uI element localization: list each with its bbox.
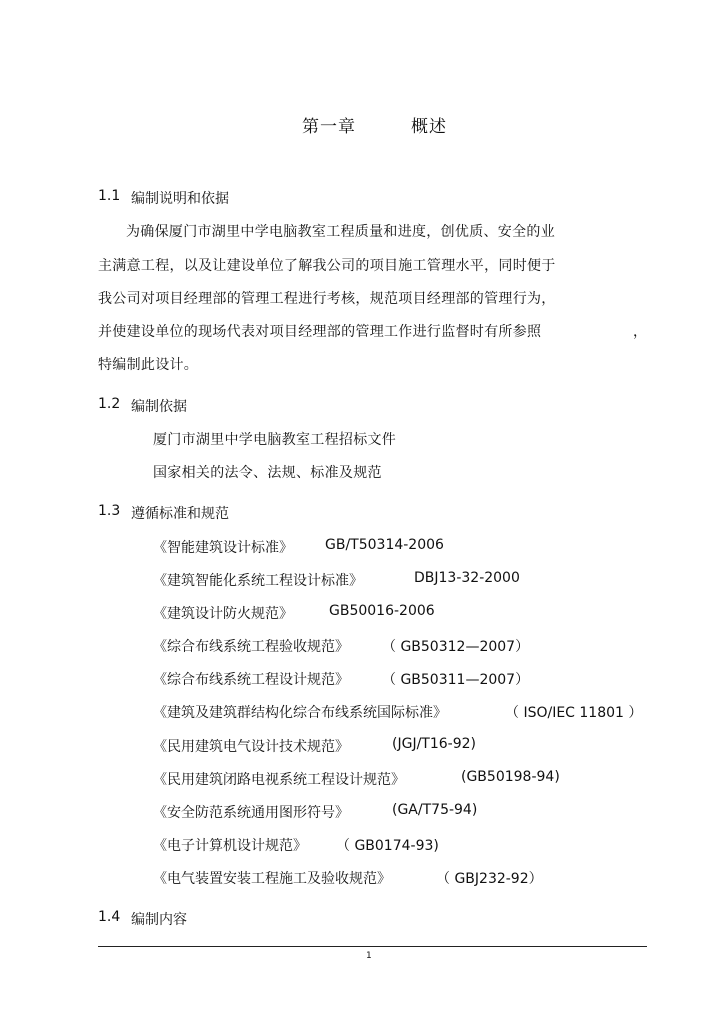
standard-code: （ GB0174-93) <box>336 838 439 854</box>
section-1-4-number: 1.4 <box>98 909 121 925</box>
standard-name: 《建筑设计防火规范》 <box>153 606 293 622</box>
standard-name: 《民用建筑电气设计技术规范》 <box>153 739 349 755</box>
basis-item: 厦门市湖里中学电脑教室工程招标文件 <box>153 432 397 448</box>
standard-code: （ GB50311—2007） <box>382 672 530 688</box>
section-1-2-heading: 编制依据 <box>131 399 187 415</box>
standard-name: 《民用建筑闭路电视系统工程设计规范》 <box>153 772 405 788</box>
standard-name: 《建筑智能化系统工程设计标准》 <box>153 573 363 589</box>
standard-name: 《电子计算机设计规范》 <box>153 838 307 854</box>
standard-code: (JGJ/T16-92) <box>392 736 476 752</box>
section-1-1-heading: 编制说明和依据 <box>131 191 229 207</box>
standard-code: （ ISO/IEC 11801 ） <box>505 705 643 721</box>
section-1-3-heading: 遵循标准和规范 <box>131 506 229 522</box>
standard-name: 《电气装置安装工程施工及验收规范》 <box>153 871 391 887</box>
section-1-2-number: 1.2 <box>98 396 121 412</box>
page-number: 1 <box>366 951 372 961</box>
paragraph-line: 并使建设单位的现场代表对项目经理部的管理工作进行监督时有所参照 <box>98 324 542 340</box>
standard-name: 《综合布线系统工程设计规范》 <box>153 672 349 688</box>
standard-name: 《建筑及建筑群结构化综合布线系统国际标准》 <box>153 705 447 721</box>
standard-code: （ GB50312—2007） <box>382 639 530 655</box>
standard-code: DBJ13-32-2000 <box>414 570 520 586</box>
section-1-4-heading: 编制内容 <box>131 912 187 928</box>
paragraph-line: 主满意工程，以及让建设单位了解我公司的项目施工管理水平，同时便于 <box>98 258 556 274</box>
chapter-number: 第一章 <box>302 117 356 137</box>
standard-code: （ GBJ232-92） <box>436 871 543 887</box>
section-1-3-number: 1.3 <box>98 503 121 519</box>
paragraph-line: 特编制此设计。 <box>98 357 199 373</box>
standard-code: GB/T50314-2006 <box>325 537 444 553</box>
paragraph-line: 我公司对项目经理部的管理工程进行考核，规范项目经理部的管理行为， <box>98 291 556 307</box>
standard-name: 《安全防范系统通用图形符号》 <box>153 805 349 821</box>
basis-item: 国家相关的法令、法规、标准及规范 <box>153 465 382 481</box>
footer-divider <box>98 946 647 947</box>
standard-code: (GA/T75-94) <box>392 802 478 818</box>
standard-code: GB50016-2006 <box>329 603 435 619</box>
standard-name: 《智能建筑设计标准》 <box>153 540 293 556</box>
standard-code: (GB50198-94) <box>461 769 560 785</box>
chapter-title: 概述 <box>411 117 447 137</box>
trailing-comma: ， <box>633 324 648 340</box>
section-1-1-number: 1.1 <box>98 188 121 204</box>
standard-name: 《综合布线系统工程验收规范》 <box>153 639 349 655</box>
paragraph-line: 为确保厦门市湖里中学电脑教室工程质量和进度，创优质、安全的业 <box>126 224 555 240</box>
